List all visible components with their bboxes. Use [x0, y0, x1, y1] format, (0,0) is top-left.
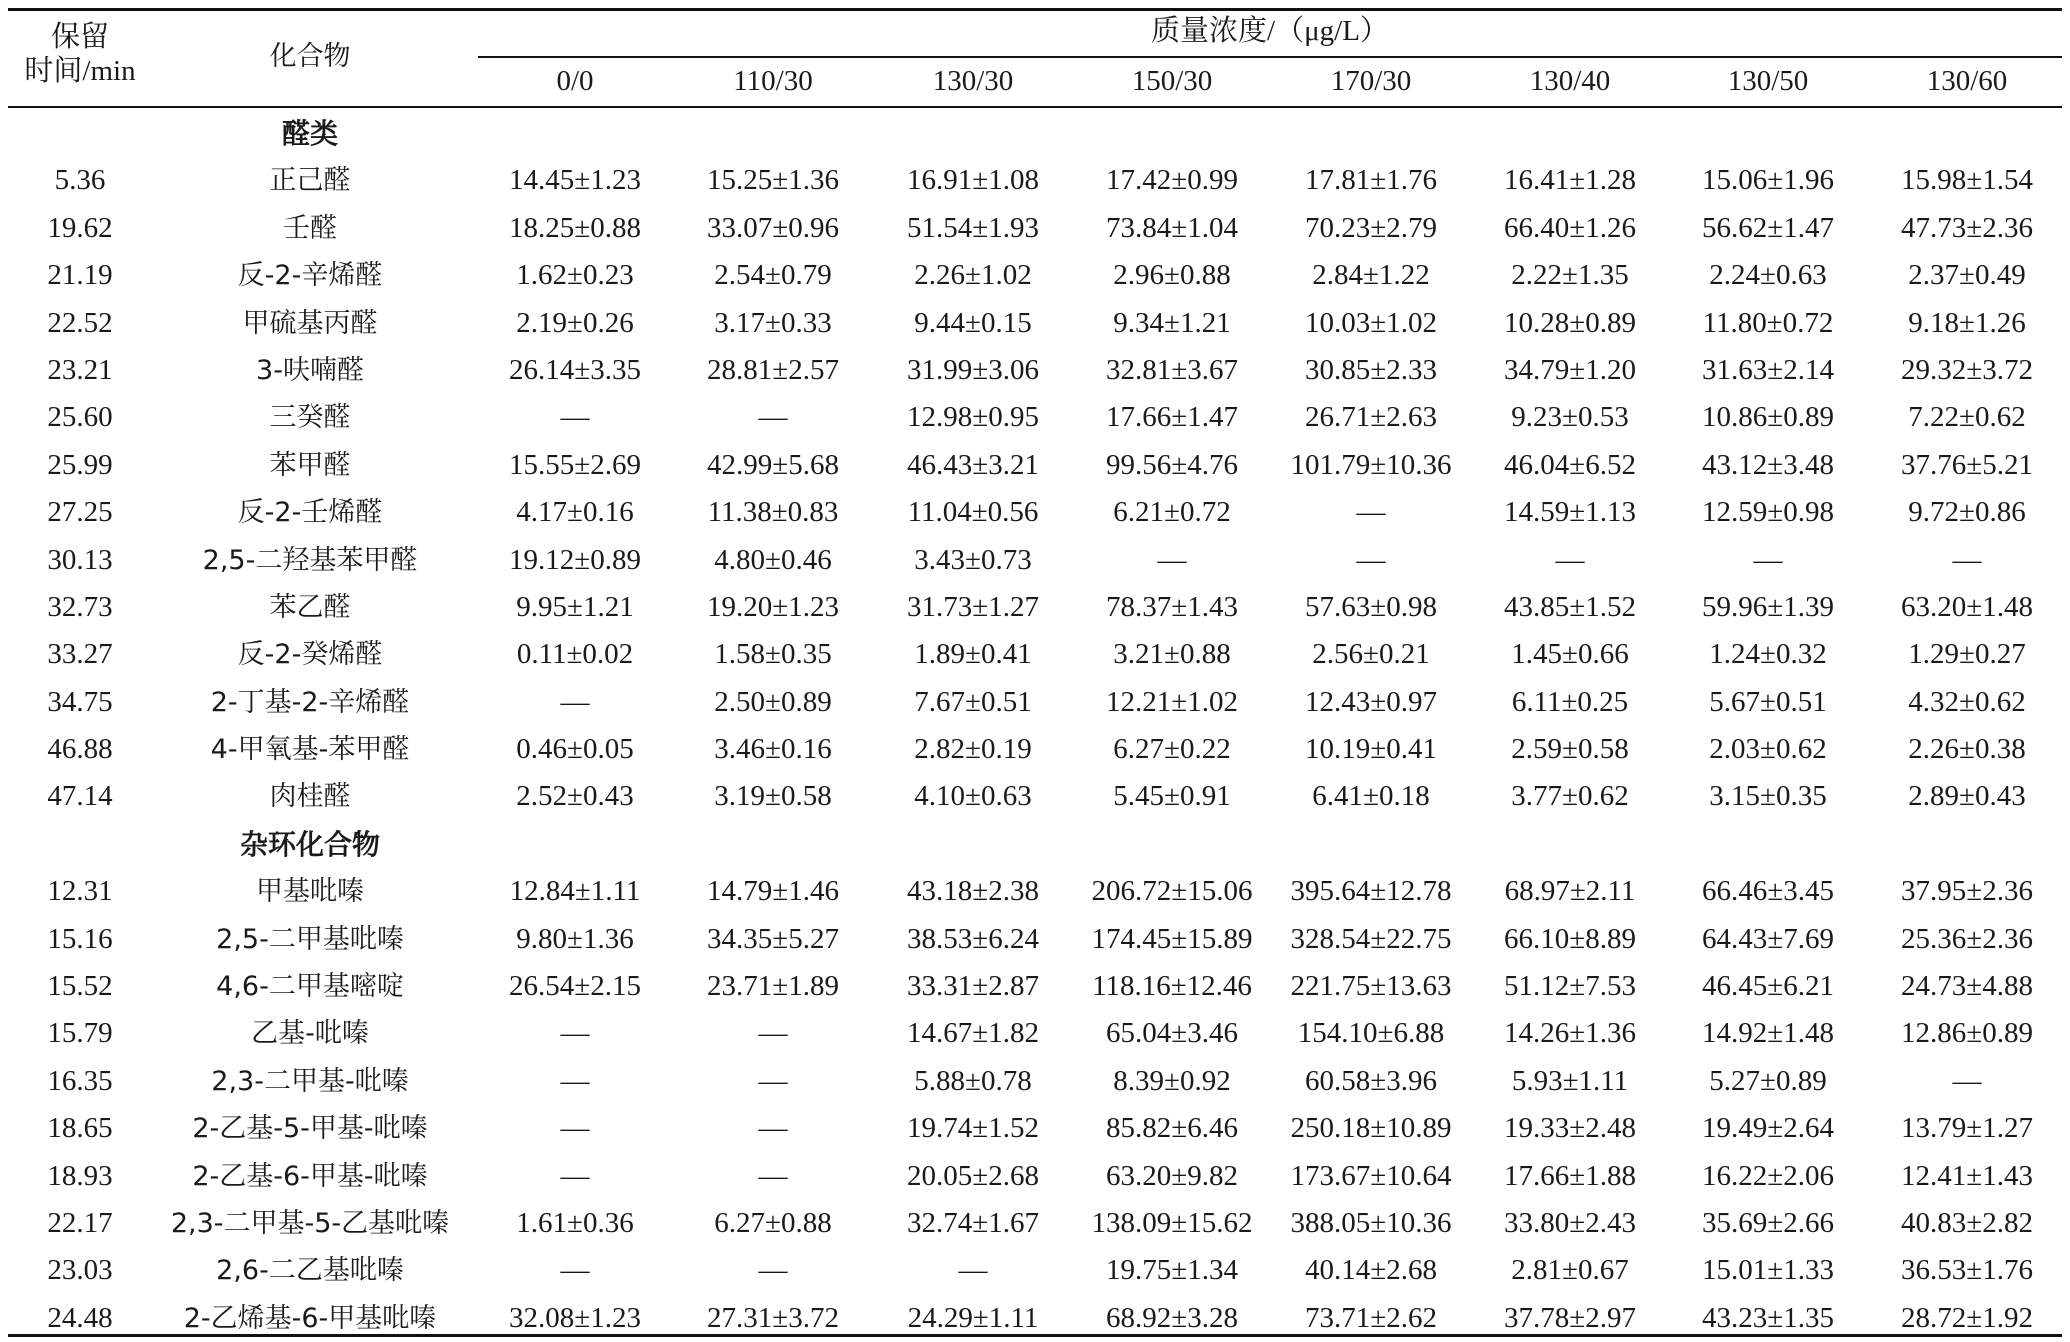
value-cell: 16.91±1.08	[907, 164, 1039, 197]
value-cell: 15.06±1.96	[1702, 164, 1834, 197]
condition-header: 150/30	[1131, 65, 1213, 97]
value-cell: 20.05±2.68	[907, 1159, 1039, 1192]
condition-header: 130/50	[1727, 65, 1809, 97]
retention-time-cell: 34.75	[47, 685, 113, 718]
value-cell: 47.73±2.36	[1901, 211, 2033, 244]
value-cell: 4.32±0.62	[1908, 685, 2026, 718]
value-cell: 1.45±0.66	[1511, 638, 1629, 671]
header-concentration: 质量浓度/（μg/L）	[1151, 15, 1389, 47]
value-cell: 16.41±1.28	[1504, 164, 1636, 197]
compound-cell: 反-2-壬烯醛	[237, 497, 383, 529]
value-cell: 174.45±15.89	[1091, 922, 1253, 955]
value-cell: 63.20±9.82	[1106, 1159, 1238, 1192]
value-cell: 30.85±2.33	[1305, 353, 1437, 386]
value-cell: 11.04±0.56	[907, 496, 1039, 529]
value-cell: 154.10±6.88	[1297, 1017, 1445, 1050]
value-cell: 46.45±6.21	[1702, 970, 1834, 1003]
value-cell: 24.29±1.11	[907, 1301, 1039, 1334]
value-cell: 1.62±0.23	[516, 259, 634, 292]
value-cell: 19.33±2.48	[1504, 1112, 1636, 1145]
condition-headers	[0, 64, 2070, 98]
value-cell: 8.39±0.92	[1113, 1064, 1231, 1097]
value-cell: 40.14±2.68	[1305, 1254, 1437, 1287]
table-row	[0, 963, 2070, 1010]
retention-time-cell: 23.21	[47, 353, 113, 386]
value-cell: 2.26±1.02	[914, 259, 1032, 292]
table-row	[0, 300, 2070, 347]
value-cell: 17.42±0.99	[1106, 164, 1238, 197]
value-cell: 7.67±0.51	[914, 685, 1032, 718]
value-cell: —	[1753, 543, 1783, 576]
value-cell: 18.25±0.88	[509, 211, 641, 244]
value-cell: 64.43±7.69	[1702, 922, 1834, 955]
compound-cell: 甲基吡嗪	[256, 876, 364, 908]
header-spanner-rule	[478, 56, 2062, 58]
compound-cell: 苯乙醛	[269, 591, 351, 623]
value-cell: 32.08±1.23	[509, 1301, 641, 1334]
value-cell: —	[758, 1254, 788, 1287]
value-cell: 14.92±1.48	[1702, 1017, 1834, 1050]
table-row	[0, 347, 2070, 394]
value-cell: 78.37±1.43	[1106, 590, 1238, 623]
group-row	[0, 821, 2070, 868]
value-cell: 6.27±0.88	[714, 1206, 832, 1239]
value-cell: —	[560, 1254, 590, 1287]
value-cell: 2.37±0.49	[1908, 259, 2026, 292]
value-cell: 26.14±3.35	[509, 353, 641, 386]
value-cell: 36.53±1.76	[1901, 1254, 2033, 1287]
retention-time-cell: 15.16	[47, 922, 113, 955]
value-cell: 43.85±1.52	[1504, 590, 1636, 623]
value-cell: 32.81±3.67	[1106, 353, 1238, 386]
value-cell: 43.12±3.48	[1702, 448, 1834, 481]
value-cell: 66.10±8.89	[1504, 922, 1636, 955]
value-cell: 0.11±0.02	[516, 638, 634, 671]
compound-cell: 2-乙基-5-甲基-吡嗪	[192, 1113, 428, 1145]
value-cell: 10.28±0.89	[1504, 306, 1636, 339]
value-cell: 2.96±0.88	[1113, 259, 1231, 292]
value-cell: 13.79±1.27	[1901, 1112, 2033, 1145]
value-cell: 395.64±12.78	[1290, 875, 1452, 908]
value-cell: 173.67±10.64	[1290, 1159, 1452, 1192]
value-cell: 2.24±0.63	[1709, 259, 1827, 292]
value-cell: 3.15±0.35	[1709, 780, 1827, 813]
value-cell: 42.99±5.68	[707, 448, 839, 481]
value-cell: 2.26±0.38	[1908, 733, 2026, 766]
value-cell: 27.31±3.72	[707, 1301, 839, 1334]
compound-cell: 2-乙烯基-6-甲基吡嗪	[183, 1302, 437, 1334]
compound-cell: 肉桂醛	[269, 781, 351, 813]
value-cell: 43.23±1.35	[1702, 1301, 1834, 1334]
header-compound: 化合物	[269, 41, 351, 72]
value-cell: 31.73±1.27	[907, 590, 1039, 623]
value-cell: 6.21±0.72	[1113, 496, 1231, 529]
value-cell: 101.79±10.36	[1290, 448, 1452, 481]
value-cell: 33.07±0.96	[707, 211, 839, 244]
table-row	[0, 631, 2070, 678]
table-row	[0, 1200, 2070, 1247]
value-cell: 5.67±0.51	[1709, 685, 1827, 718]
value-cell: 206.72±15.06	[1091, 875, 1253, 908]
table-row	[0, 489, 2070, 536]
value-cell: 60.58±3.96	[1305, 1064, 1437, 1097]
compound-cell: 乙基-吡嗪	[251, 1018, 369, 1050]
table-row	[0, 584, 2070, 631]
value-cell: —	[758, 1064, 788, 1097]
table-bottom-rule	[8, 1334, 2062, 1337]
value-cell: 6.41±0.18	[1312, 780, 1430, 813]
table-row	[0, 868, 2070, 915]
value-cell: 2.81±0.67	[1511, 1254, 1629, 1287]
value-cell: 388.05±10.36	[1290, 1206, 1452, 1239]
value-cell: 118.16±12.46	[1092, 970, 1252, 1003]
value-cell: 14.79±1.46	[707, 875, 839, 908]
value-cell: 34.79±1.20	[1504, 353, 1636, 386]
value-cell: 59.96±1.39	[1702, 590, 1834, 623]
table-row	[0, 1010, 2070, 1057]
value-cell: —	[758, 1112, 788, 1145]
value-cell: —	[758, 1159, 788, 1192]
compound-cell: 苯甲醛	[269, 449, 351, 481]
table-row	[0, 1153, 2070, 1200]
header-retention-line1: 保留	[50, 21, 109, 53]
value-cell: 12.86±0.89	[1901, 1017, 2033, 1050]
value-cell: 1.29±0.27	[1908, 638, 2026, 671]
value-cell: 2.50±0.89	[714, 685, 832, 718]
value-cell: 51.12±7.53	[1504, 970, 1636, 1003]
group-row	[0, 110, 2070, 157]
value-cell: 3.21±0.88	[1113, 638, 1231, 671]
retention-time-cell: 25.99	[47, 448, 113, 481]
table-row	[0, 537, 2070, 584]
value-cell: 12.43±0.97	[1305, 685, 1437, 718]
compound-cell: 2-乙基-6-甲基-吡嗪	[192, 1160, 428, 1192]
value-cell: 2.82±0.19	[914, 733, 1032, 766]
value-cell: 12.59±0.98	[1702, 496, 1834, 529]
value-cell: 68.92±3.28	[1106, 1301, 1238, 1334]
table-row	[0, 1105, 2070, 1152]
table-row	[0, 726, 2070, 773]
value-cell: 2.03±0.62	[1709, 733, 1827, 766]
value-cell: 46.04±6.52	[1504, 448, 1636, 481]
retention-time-cell: 21.19	[47, 259, 113, 292]
value-cell: 26.71±2.63	[1305, 401, 1437, 434]
value-cell: 9.95±1.21	[516, 590, 634, 623]
retention-time-cell: 24.48	[47, 1301, 113, 1334]
value-cell: 12.21±1.02	[1106, 685, 1238, 718]
group-label: 杂环化合物	[239, 827, 380, 861]
condition-header: 130/40	[1529, 65, 1611, 97]
value-cell: 6.27±0.22	[1113, 733, 1231, 766]
retention-time-cell: 46.88	[47, 733, 113, 766]
value-cell: 17.81±1.76	[1305, 164, 1437, 197]
retention-time-cell: 5.36	[54, 164, 106, 197]
value-cell: 10.19±0.41	[1305, 733, 1437, 766]
value-cell: 10.86±0.89	[1702, 401, 1834, 434]
value-cell: 5.88±0.78	[914, 1064, 1032, 1097]
value-cell: 4.17±0.16	[516, 496, 634, 529]
value-cell: 12.98±0.95	[907, 401, 1039, 434]
value-cell: 23.71±1.89	[707, 970, 839, 1003]
value-cell: —	[1952, 1064, 1982, 1097]
value-cell: 38.53±6.24	[907, 922, 1039, 955]
value-cell: 9.72±0.86	[1908, 496, 2026, 529]
value-cell: 2.22±1.35	[1511, 259, 1629, 292]
value-cell: —	[560, 1112, 590, 1145]
value-cell: 25.36±2.36	[1901, 922, 2033, 955]
value-cell: 3.46±0.16	[714, 733, 832, 766]
value-cell: 43.18±2.38	[907, 875, 1039, 908]
value-cell: 31.63±2.14	[1702, 353, 1834, 386]
value-cell: —	[560, 1159, 590, 1192]
value-cell: 4.10±0.63	[914, 780, 1032, 813]
value-cell: 4.80±0.46	[714, 543, 832, 576]
value-cell: 19.12±0.89	[509, 543, 641, 576]
value-cell: 33.31±2.87	[907, 970, 1039, 1003]
value-cell: —	[1356, 496, 1386, 529]
header-retention-line2: 时间/min	[24, 55, 136, 87]
value-cell: 15.55±2.69	[509, 448, 641, 481]
compound-cell: 甲硫基丙醛	[242, 307, 378, 339]
retention-time-cell: 22.17	[47, 1206, 113, 1239]
value-cell: 15.01±1.33	[1702, 1254, 1834, 1287]
value-cell: 40.83±2.82	[1901, 1206, 2033, 1239]
table-row	[0, 442, 2070, 489]
value-cell: 5.45±0.91	[1113, 780, 1231, 813]
value-cell: 3.77±0.62	[1511, 780, 1629, 813]
header-bottom-rule	[8, 106, 2062, 108]
value-cell: 17.66±1.47	[1106, 401, 1238, 434]
value-cell: 0.46±0.05	[516, 733, 634, 766]
value-cell: 99.56±4.76	[1106, 448, 1238, 481]
value-cell: 221.75±13.63	[1290, 970, 1452, 1003]
value-cell: 19.75±1.34	[1106, 1254, 1238, 1287]
value-cell: 19.49±2.64	[1702, 1112, 1834, 1145]
retention-time-cell: 30.13	[47, 543, 113, 576]
value-cell: 9.23±0.53	[1511, 401, 1629, 434]
value-cell: 10.03±1.02	[1305, 306, 1437, 339]
value-cell: —	[560, 1017, 590, 1050]
retention-time-cell: 16.35	[47, 1064, 113, 1097]
value-cell: 16.22±2.06	[1702, 1159, 1834, 1192]
value-cell: 2.89±0.43	[1908, 780, 2026, 813]
compound-cell: 4-甲氧基-苯甲醛	[210, 734, 410, 766]
retention-time-cell: 15.52	[47, 970, 113, 1003]
value-cell: 2.59±0.58	[1511, 733, 1629, 766]
value-cell: 15.25±1.36	[707, 164, 839, 197]
value-cell: 14.67±1.82	[907, 1017, 1039, 1050]
compound-cell: 2,3-二甲基-吡嗪	[211, 1065, 409, 1097]
retention-time-cell: 22.52	[47, 306, 113, 339]
retention-time-cell: 25.60	[47, 401, 113, 434]
value-cell: 32.74±1.67	[907, 1206, 1039, 1239]
value-cell: 33.80±2.43	[1504, 1206, 1636, 1239]
table-row	[0, 157, 2070, 204]
value-cell: 328.54±22.75	[1290, 922, 1452, 955]
retention-time-cell: 18.93	[47, 1159, 113, 1192]
table-row	[0, 916, 2070, 963]
value-cell: 2.19±0.26	[516, 306, 634, 339]
value-cell: 37.95±2.36	[1901, 875, 2033, 908]
retention-time-cell: 15.79	[47, 1017, 113, 1050]
retention-time-cell: 33.27	[47, 638, 113, 671]
value-cell: 46.43±3.21	[907, 448, 1039, 481]
value-cell: 2.54±0.79	[714, 259, 832, 292]
value-cell: 17.66±1.88	[1504, 1159, 1636, 1192]
group-label: 醛类	[281, 117, 338, 150]
value-cell: 138.09±15.62	[1091, 1206, 1253, 1239]
table-row	[0, 394, 2070, 441]
value-cell: —	[758, 401, 788, 434]
condition-header: 130/60	[1926, 65, 2008, 97]
value-cell: 66.46±3.45	[1702, 875, 1834, 908]
value-cell: 29.32±3.72	[1901, 353, 2033, 386]
compound-cell: 壬醛	[283, 212, 337, 244]
value-cell: 56.62±1.47	[1702, 211, 1834, 244]
value-cell: 11.80±0.72	[1702, 306, 1834, 339]
value-cell: 15.98±1.54	[1901, 164, 2033, 197]
value-cell: 250.18±10.89	[1290, 1112, 1452, 1145]
value-cell: 37.76±5.21	[1901, 448, 2033, 481]
condition-header: 0/0	[556, 65, 594, 97]
condition-header: 170/30	[1330, 65, 1412, 97]
value-cell: —	[1356, 543, 1386, 576]
compound-cell: 反-2-癸烯醛	[237, 639, 383, 671]
value-cell: 11.38±0.83	[707, 496, 839, 529]
retention-time-cell: 12.31	[47, 875, 113, 908]
compound-cell: 2,6-二乙基吡嗪	[216, 1255, 404, 1287]
value-cell: 9.34±1.21	[1113, 306, 1231, 339]
value-cell: 3.17±0.33	[714, 306, 832, 339]
value-cell: 14.45±1.23	[509, 164, 641, 197]
retention-time-cell: 32.73	[47, 590, 113, 623]
table-body	[0, 110, 2070, 1342]
value-cell: —	[560, 401, 590, 434]
condition-header: 110/30	[733, 65, 813, 97]
table-row	[0, 1058, 2070, 1105]
compound-cell: 4,6-二甲基嘧啶	[216, 971, 404, 1003]
value-cell: 9.44±0.15	[914, 306, 1032, 339]
value-cell: 14.26±1.36	[1504, 1017, 1636, 1050]
value-cell: 63.20±1.48	[1901, 590, 2033, 623]
value-cell: 9.80±1.36	[516, 922, 634, 955]
compound-cell: 2,3-二甲基-5-乙基吡嗪	[170, 1207, 450, 1239]
compound-cell: 反-2-辛烯醛	[237, 260, 383, 292]
value-cell: —	[1555, 543, 1585, 576]
compound-cell: 正己醛	[269, 165, 351, 197]
retention-time-cell: 47.14	[47, 780, 113, 813]
value-cell: 66.40±1.26	[1504, 211, 1636, 244]
value-cell: 12.84±1.11	[509, 875, 641, 908]
value-cell: 57.63±0.98	[1305, 590, 1437, 623]
value-cell: 65.04±3.46	[1106, 1017, 1238, 1050]
value-cell: 6.11±0.25	[1511, 685, 1629, 718]
value-cell: 70.23±2.79	[1305, 211, 1437, 244]
value-cell: 9.18±1.26	[1908, 306, 2026, 339]
value-cell: 37.78±2.97	[1504, 1301, 1636, 1334]
value-cell: 1.24±0.32	[1709, 638, 1827, 671]
value-cell: 35.69±2.66	[1702, 1206, 1834, 1239]
compound-cell: 三癸醛	[269, 402, 351, 434]
retention-time-cell: 18.65	[47, 1112, 113, 1145]
table-top-rule	[8, 8, 2062, 11]
value-cell: 28.72±1.92	[1901, 1301, 2033, 1334]
value-cell: —	[758, 1017, 788, 1050]
value-cell: 73.84±1.04	[1106, 211, 1238, 244]
value-cell: 26.54±2.15	[509, 970, 641, 1003]
value-cell: 3.43±0.73	[914, 543, 1032, 576]
table-row	[0, 205, 2070, 252]
compound-cell: 2-丁基-2-辛烯醛	[210, 686, 410, 718]
value-cell: 1.61±0.36	[516, 1206, 634, 1239]
value-cell: 7.22±0.62	[1908, 401, 2026, 434]
compound-cell: 2,5-二羟基苯甲醛	[202, 544, 418, 576]
table-row	[0, 1247, 2070, 1294]
retention-time-cell: 23.03	[47, 1254, 113, 1287]
value-cell: 19.20±1.23	[707, 590, 839, 623]
value-cell: —	[1952, 543, 1982, 576]
value-cell: 68.97±2.11	[1504, 875, 1636, 908]
table-row	[0, 679, 2070, 726]
table-row	[0, 773, 2070, 820]
value-cell: 2.52±0.43	[516, 780, 634, 813]
value-cell: 51.54±1.93	[907, 211, 1039, 244]
compound-cell: 2,5-二甲基吡嗪	[216, 923, 404, 955]
value-cell: 3.19±0.58	[714, 780, 832, 813]
value-cell: —	[1157, 543, 1187, 576]
value-cell: 14.59±1.13	[1504, 496, 1636, 529]
value-cell: 5.93±1.11	[1511, 1064, 1629, 1097]
value-cell: 34.35±5.27	[707, 922, 839, 955]
value-cell: 1.89±0.41	[914, 638, 1032, 671]
value-cell: —	[958, 1254, 988, 1287]
value-cell: 1.58±0.35	[714, 638, 832, 671]
value-cell: —	[560, 685, 590, 718]
value-cell: 24.73±4.88	[1901, 970, 2033, 1003]
value-cell: 2.84±1.22	[1312, 259, 1430, 292]
value-cell: 19.74±1.52	[907, 1112, 1039, 1145]
table-row	[0, 252, 2070, 299]
condition-header: 130/30	[932, 65, 1014, 97]
value-cell: 12.41±1.43	[1901, 1159, 2033, 1192]
value-cell: —	[560, 1064, 590, 1097]
value-cell: 2.56±0.21	[1312, 638, 1430, 671]
value-cell: 85.82±6.46	[1106, 1112, 1238, 1145]
retention-time-cell: 19.62	[47, 211, 113, 244]
compound-cell: 3-呋喃醛	[256, 354, 364, 386]
value-cell: 5.27±0.89	[1709, 1064, 1827, 1097]
value-cell: 28.81±2.57	[707, 353, 839, 386]
value-cell: 73.71±2.62	[1305, 1301, 1437, 1334]
value-cell: 31.99±3.06	[907, 353, 1039, 386]
retention-time-cell: 27.25	[47, 496, 113, 529]
